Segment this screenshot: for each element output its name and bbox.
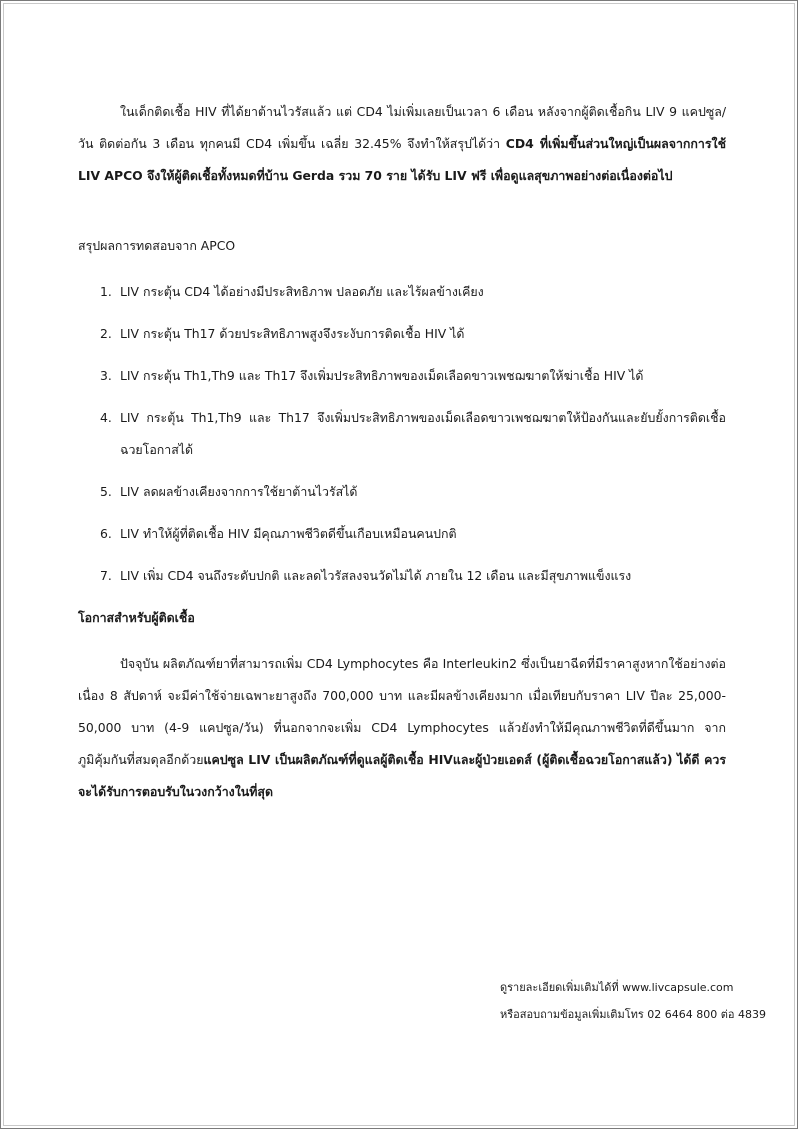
- summary-list-item: [78, 360, 726, 392]
- opportunity-heading: โอกาสสำหรับผู้ติดเชื้อ: [78, 610, 195, 625]
- opportunity-text: ปัจจุบัน ผลิตภัณฑ์ยาที่สามารถเพิ่ม CD4 Lymphocytes คือ Interleukin2 ซึ่งเป็นยาฉีดที่มีราคาสูงหากใช้อย่างต่อเนื่อง 8 สัปดาห์ จะมีค่าใช้จ่ายเฉพาะยาสูงถึง 700,000 บาท และมีผลข้างเคียงมาก เมื่อเทียบกับราคา LIV ปีละ 25,000-50,000 บาท (4-9 แคปซูล/วัน) ที่นอกจากจะเพิ่ม CD4 Lymphocytes แล้วยังทำให้มีคุณภาพชีวิตที่ดีขึ้นมาก จากภูมิคุ้มกันที่สมดุลอีกด้วย: [78, 656, 726, 767]
- footer-website-line: ดูรายละเอียดเพิ่มเติมได้ที่ www.livcapsule.com: [500, 981, 734, 994]
- summary-heading: สรุปผลการทดสอบจาก APCO: [78, 238, 236, 253]
- footer-phone-line: หรือสอบถามข้อมูลเพิ่มเติมโทร 02 6464 800 ต่อ 4839: [500, 1008, 766, 1021]
- summary-item-text: LIV ทำให้ผู้ที่ติดเชื้อ HIV มีคุณภาพชีวิตดีขึ้นเกือบเหมือนคนปกติ: [120, 526, 457, 541]
- summary-item-text: LIV กระตุ้น CD4 ได้อย่างมีประสิทธิภาพ ปลอดภัย และไร้ผลข้างเคียง: [120, 284, 484, 299]
- intro-paragraph: [78, 96, 726, 192]
- summary-item-number: 6.: [100, 526, 112, 541]
- summary-item-text: LIV กระตุ้น Th1,Th9 และ Th17 จึงเพิ่มประสิทธิภาพของเม็ดเลือดขาวเพชฌฆาตให้ฆ่าเชื้อ HIV ได้: [120, 368, 644, 383]
- summary-list-item: [78, 318, 726, 350]
- summary-list-item: [78, 402, 726, 466]
- summary-item-number: 4.: [100, 410, 112, 425]
- intro-bold-text: CD4 ที่เพิ่มขึ้นส่วนใหญ่เป็นผลจากการใช้ LIV APCO จึงให้ผู้ติดเชื้อทั้งหมดที่บ้าน Gerda รวม 70 ราย ได้รับ LIV ฟรี เพื่อดูแลสุขภาพอย่างต่อเนื่องต่อไป: [78, 136, 726, 183]
- summary-item-text: LIV กระตุ้น Th17 ด้วยประสิทธิภาพสูงจึงระงับการติดเชื้อ HIV ได้: [120, 326, 465, 341]
- document-body: [78, 96, 726, 808]
- opportunity-bold-text: แคปซูล LIV เป็นผลิตภัณฑ์ที่ดูแลผู้ติดเชื้อ HIVและผู้ป่วยเอดส์ (ผู้ติดเชื้อฉวยโอกาสแล้ว) ได้ดี ควรจะได้รับการตอบรับในวงกว้างในที่สุด: [78, 752, 726, 799]
- summary-list-item: [78, 476, 726, 508]
- summary-item-number: 1.: [100, 284, 112, 299]
- summary-list: [78, 276, 726, 592]
- summary-list-item: [78, 276, 726, 308]
- summary-item-text: LIV ลดผลข้างเคียงจากการใช้ยาต้านไวรัสได้: [120, 484, 358, 499]
- summary-item-number: 5.: [100, 484, 112, 499]
- summary-item-number: 3.: [100, 368, 112, 383]
- footer-contact: [500, 974, 766, 1028]
- summary-item-text: LIV เพิ่ม CD4 จนถึงระดับปกติ และลดไวรัสลงจนวัดไม่ได้ ภายใน 12 เดือน และมีสุขภาพแข็งแรง: [120, 568, 632, 583]
- summary-item-text: LIV กระตุ้น Th1,Th9 และ Th17 จึงเพิ่มประสิทธิภาพของเม็ดเลือดขาวเพชฌฆาตให้ป้องกันและยับยั้งการติดเชื้อฉวยโอกาสได้: [120, 410, 726, 457]
- summary-list-item: [78, 518, 726, 550]
- opportunity-paragraph: [78, 648, 726, 808]
- summary-item-number: 2.: [100, 326, 112, 341]
- summary-list-item: [78, 560, 726, 592]
- summary-item-number: 7.: [100, 568, 112, 583]
- intro-text: ในเด็กติดเชื้อ HIV ที่ได้ยาต้านไวรัสแล้ว แต่ CD4 ไม่เพิ่มเลยเป็นเวลา 6 เดือน หลังจากผู้ติดเชื้อกิน LIV 9 แคปซูล/วัน ติดต่อกัน 3 เดือน ทุกคนมี CD4 เพิ่มขึ้น เฉลี่ย 32.45% จึงทำให้สรุปได้ว่า: [78, 104, 726, 151]
